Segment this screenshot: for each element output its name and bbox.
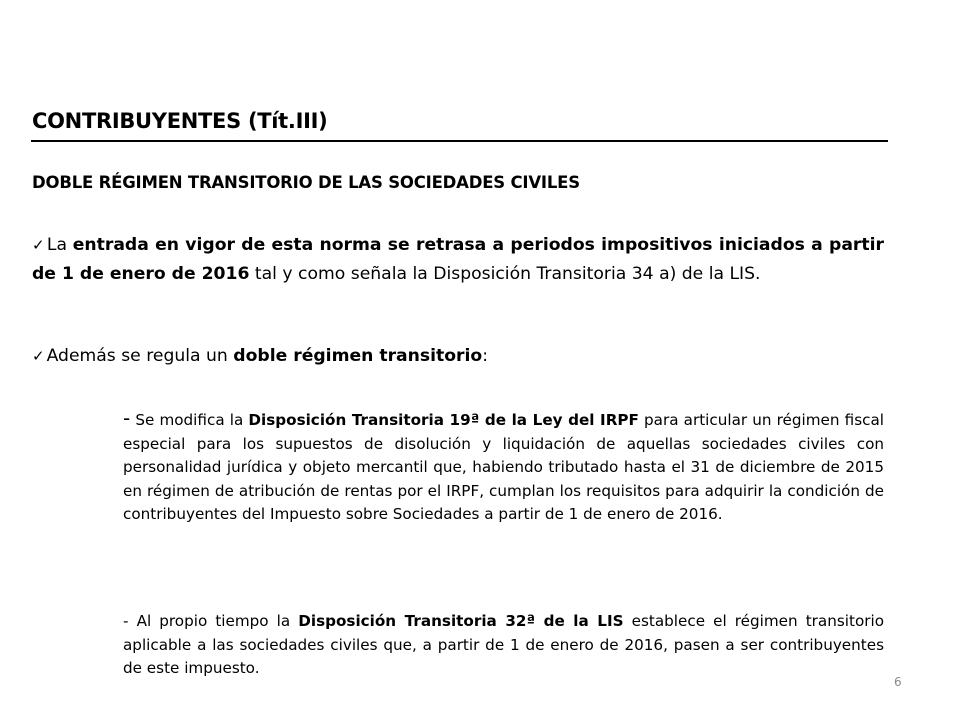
sub-item-2: [123, 610, 884, 681]
section-subtitle: DOBLE RÉGIMEN TRANSITORIO DE LAS SOCIEDADES CIVILES: [32, 173, 580, 192]
slide-title: CONTRIBUYENTES (Tít.III): [32, 109, 328, 133]
sub-item-1-text: Se modifica la: [130, 411, 249, 429]
sub-item-2-text-end: establece el régimen transitorio aplicable a las sociedades civiles que, a partir de 1 de enero de 2016, pasen a ser contribuyentes de este impuesto.: [123, 612, 884, 677]
sub-item-2-text: Al propio tiempo la: [128, 612, 299, 630]
title-divider: [31, 140, 888, 142]
bullet-1-text-end: tal y como señala la Disposición Transitoria 34 a) de la LIS.: [249, 264, 761, 284]
bullet-2-text-end: :: [482, 346, 489, 366]
sub-item-1: [123, 407, 884, 527]
sub-item-1-text-end: para articular un régimen fiscal especial para los supuestos de disolución y liquidación de aquellas sociedades civiles con personalidad jurídica y objeto mercantil que, habiendo tributado hasta el 31 de diciembre de 2015 en régimen de atribución de rentas por el IRPF, cumplan los requisitos para adquirir la condición de contribuyentes del Impuesto sobre Sociedades a partir de 1 de enero de 2016.: [123, 411, 884, 523]
bullet-2-bold: doble régimen transitorio: [233, 346, 483, 366]
bullet-1-text: La: [46, 235, 73, 255]
checkmark-icon: ✓: [32, 347, 45, 365]
dash-marker: -: [123, 612, 129, 630]
dash-marker: -: [123, 406, 131, 430]
bullet-1-bold: entrada en vigor de esta norma se retrasa a periodos impositivos iniciados a partir de 1 de enero de 2016: [32, 235, 884, 284]
checkmark-icon: ✓: [32, 236, 45, 254]
sub-item-2-bold: Disposición Transitoria 32ª de la LIS: [298, 612, 624, 630]
sub-item-1-bold: Disposición Transitoria 19ª de la Ley del IRPF: [248, 411, 639, 429]
bullet-item-1: [32, 231, 884, 289]
bullet-2-text: Además se regula un: [46, 346, 234, 366]
page-number: 6: [894, 675, 902, 689]
bullet-item-2: [32, 342, 884, 371]
